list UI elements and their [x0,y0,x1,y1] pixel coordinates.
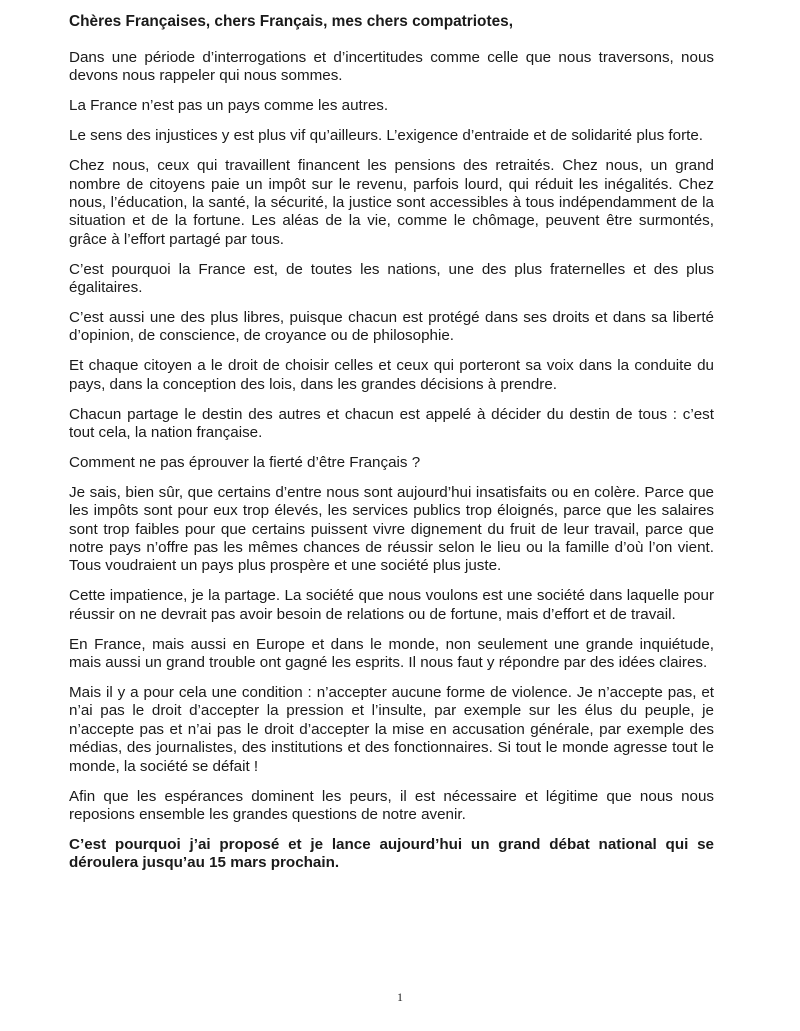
paragraph-3: Le sens des injustices y est plus vif qu’ailleurs. L’exigence d’entraide et de solidarité plus forte. [69,127,704,145]
closing-statement: C’est pourquoi j’ai proposé et je lance aujourd’hui un grand débat national qui se déroulera jusqu’au 15 mars prochain. [69,835,714,872]
paragraph-1: Dans une période d’interrogations et d’incertitudes comme celle que nous traversons, nous devons nous rappeler qui nous sommes. [69,49,714,85]
paragraph-5: C’est pourquoi la France est, de toutes les nations, une des plus fraternelles et des plus égalitaires. [69,260,714,297]
letter-body [69,12,714,873]
paragraph-9: Comment ne pas éprouver la fierté d’être Français ? [69,453,421,471]
paragraph-13: Mais il y a pour cela une condition : n’accepter aucune forme de violence. Je n’accepte pas, et n’ai pas le droit d’accepter la pression et l’insulte, par exemple sur les élus du peuple, je n’accepte pas et n’ai pas le droit d’accepter la mise en accusation générale, par exemple des médias, des journalistes, des institutions et des fonctionnaires. Si tout le monde agresse tout le monde, la société se défait ! [69,683,714,775]
paragraph-2: La France n’est pas un pays comme les autres. [69,97,389,115]
paragraph-8: Chacun partage le destin des autres et chacun est appelé à décider du destin de tous : c’est tout cela, la nation française. [69,405,714,441]
paragraph-12: En France, mais aussi en Europe et dans le monde, non seulement une grande inquiétude, mais aussi un grand trouble ont gagné les esprits. Il nous faut y répondre par des idées claires. [69,635,714,672]
paragraph-4: Chez nous, ceux qui travaillent financent les pensions des retraités. Chez nous, un grand nombre de citoyens paie un impôt sur le revenu, parfois lourd, qui réduit les inégalités. Chez nous, l’éducation, la santé, la sécurité, la justice sont accessibles à tous indépendamment de la situation et de la fortune. Les aléas de la vie, comme le chômage, peuvent être surmontés, grâce à l’effort partagé par tous. [69,157,714,248]
salutation: Chères Françaises, chers Français, mes chers compatriotes, [69,13,513,30]
paragraph-7: Et chaque citoyen a le droit de choisir celles et ceux qui porteront sa voix dans la conduite du pays, dans la conception des lois, dans les grandes décisions à prendre. [69,357,714,393]
page-number: 1 [397,990,403,1004]
paragraph-10: Je sais, bien sûr, que certains d’entre nous sont aujourd’hui insatisfaits ou en colère. Parce que les impôts sont pour eux trop élevés, les services publics trop éloignés, parce que les salaires sont trop faibles pour que certains puissent vivre dignement du fruit de leur travail, parce que notre pays n’offre pas les mêmes chances de réussir selon le lieu ou la famille d’où l’on vient. Tous voudraient un pays plus prospère et une société plus juste. [69,483,714,575]
paragraph-6: C’est aussi une des plus libres, puisque chacun est protégé dans ses droits et dans sa liberté d’opinion, de conscience, de croyance ou de philosophie. [69,308,714,345]
paragraph-14: Afin que les espérances dominent les peurs, il est nécessaire et légitime que nous nous reposions ensemble les grandes questions de notre avenir. [69,787,714,823]
paragraph-11: Cette impatience, je la partage. La société que nous voulons est une société dans laquelle pour réussir on ne devrait pas avoir besoin de relations ou de fortune, mais d’effort et de travail. [69,587,714,623]
